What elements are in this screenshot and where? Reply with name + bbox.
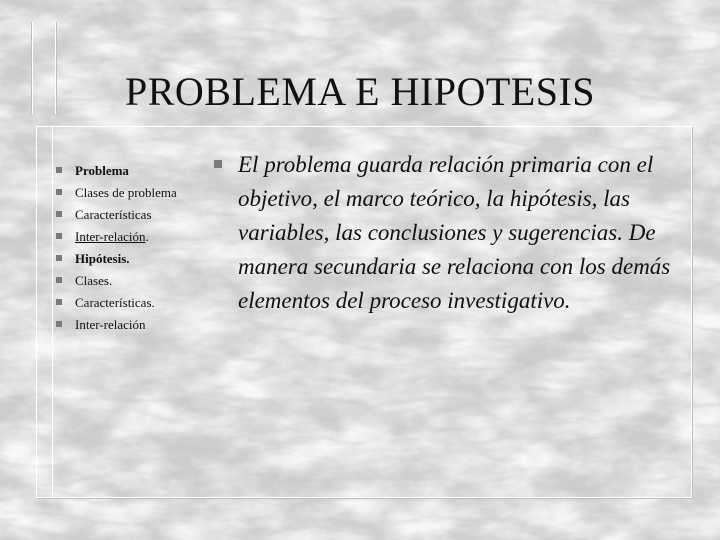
square-bullet-icon <box>214 160 222 168</box>
list-item <box>54 249 204 268</box>
square-bullet-icon <box>56 255 62 261</box>
list-item <box>54 227 204 246</box>
square-bullet-icon <box>56 277 62 283</box>
list-item-label: Clases. <box>75 273 113 288</box>
list-item-label: Inter-relación <box>75 229 146 244</box>
body-paragraph: El problema guarda relación primaria con el objetivo, el marco teórico, la hipótesis, las variables, las conclusiones y sugerencias. De manera secundaria se relaciona con los demás elementos del proceso investigativo. <box>238 152 671 313</box>
list-item-label: Clases de problema <box>75 185 177 200</box>
slide-title: PROBLEMA E HIPOTESIS <box>124 69 596 114</box>
list-item <box>54 205 204 224</box>
square-bullet-icon <box>56 233 62 239</box>
square-bullet-icon <box>56 167 62 173</box>
list-item-label: Problema <box>75 163 129 178</box>
list-item <box>54 271 204 290</box>
list-item-label: Características. <box>75 295 155 310</box>
list-item <box>54 293 204 312</box>
list-item <box>54 161 204 180</box>
list-item-suffix: . <box>145 229 149 244</box>
square-bullet-icon <box>56 189 62 195</box>
list-item-label: Hipótesis. <box>75 251 130 266</box>
list-item <box>54 315 204 334</box>
topic-list <box>54 161 204 337</box>
list-item-label: Inter-relación <box>75 317 146 332</box>
decorative-frame-line <box>52 126 53 496</box>
list-item-label: Características <box>75 207 152 222</box>
square-bullet-icon <box>56 211 62 217</box>
body-bullet <box>212 148 682 318</box>
list-item <box>54 183 204 202</box>
square-bullet-icon <box>56 299 62 305</box>
square-bullet-icon <box>56 321 62 327</box>
